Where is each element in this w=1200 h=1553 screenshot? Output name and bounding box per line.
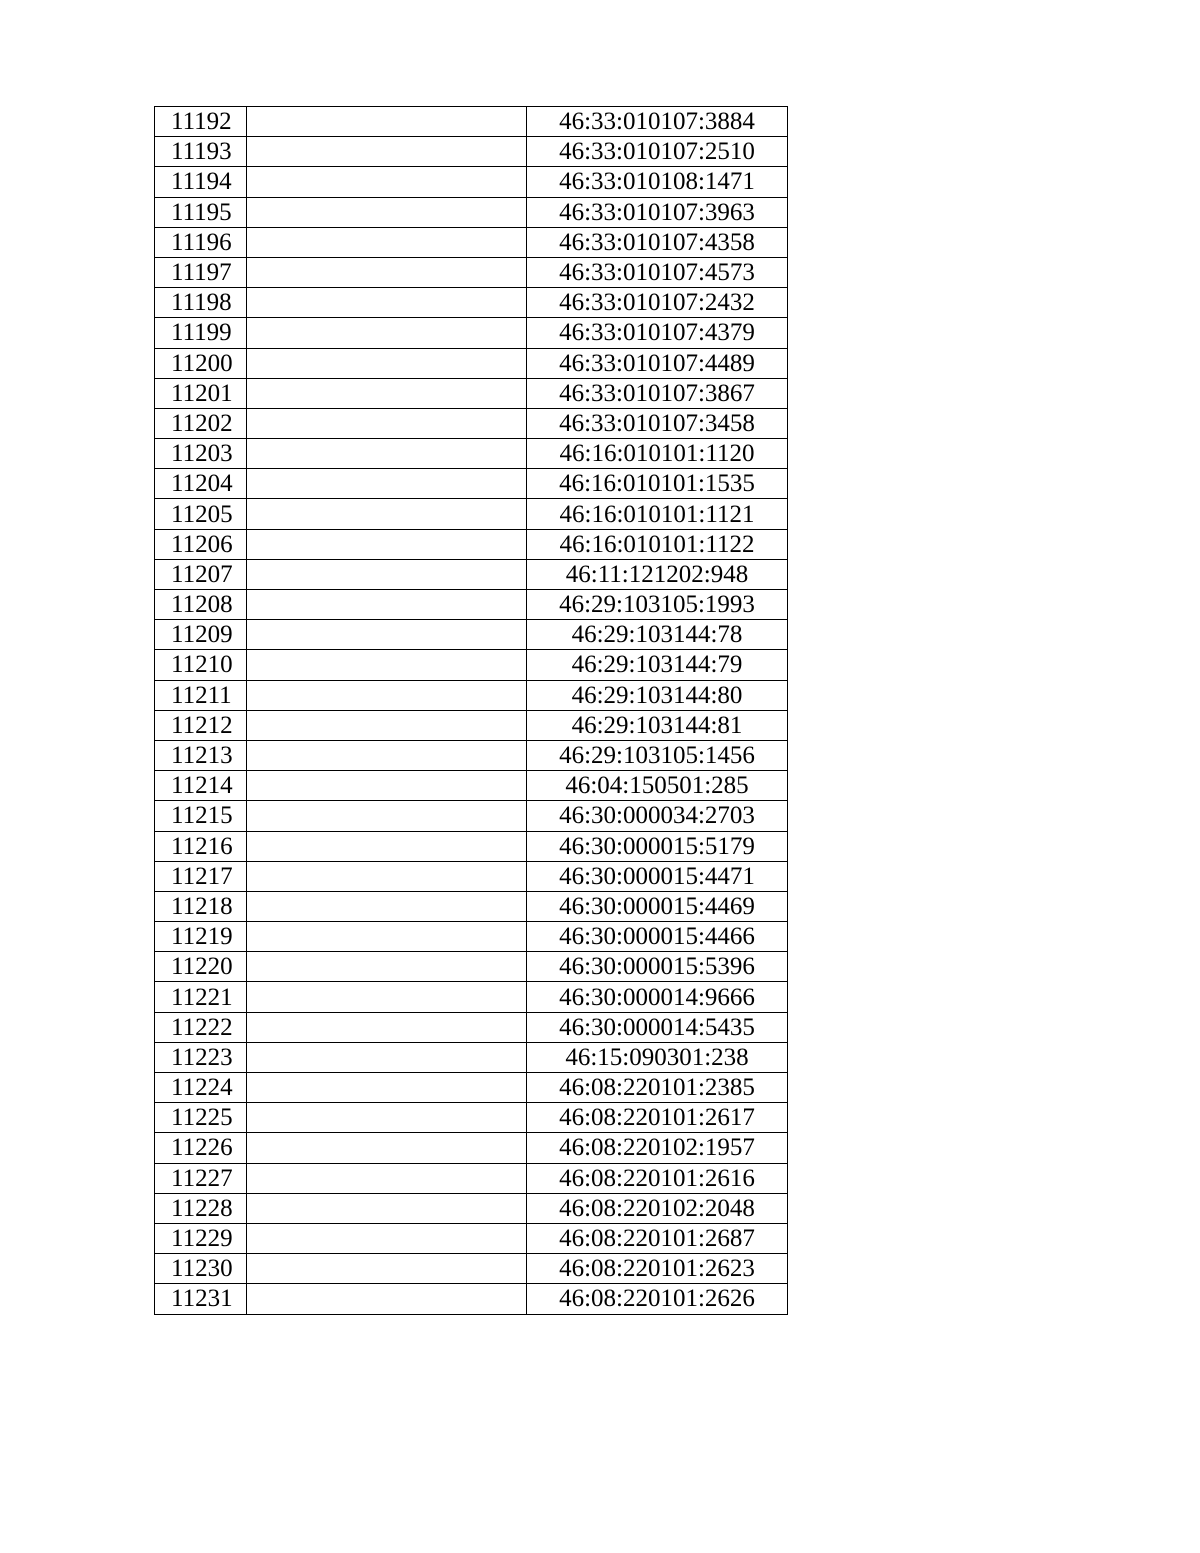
register-table <box>154 106 788 1315</box>
row-number-cell: 11216 <box>155 831 247 861</box>
empty-cell <box>247 590 527 620</box>
cadastral-number-cell: 46:30:000015:5396 <box>527 952 788 982</box>
empty-cell <box>247 680 527 710</box>
row-number-cell: 11221 <box>155 982 247 1012</box>
cadastral-number-cell: 46:29:103105:1993 <box>527 590 788 620</box>
row-number-cell: 11197 <box>155 257 247 287</box>
row-number-cell: 11192 <box>155 107 247 137</box>
row-number-cell: 11207 <box>155 559 247 589</box>
cadastral-number-cell: 46:08:220101:2616 <box>527 1163 788 1193</box>
table-row <box>155 1254 788 1284</box>
row-number-cell: 11222 <box>155 1012 247 1042</box>
empty-cell <box>247 1133 527 1163</box>
empty-cell <box>247 348 527 378</box>
empty-cell <box>247 710 527 740</box>
cadastral-number-cell: 46:08:220101:2617 <box>527 1103 788 1133</box>
row-number-cell: 11218 <box>155 891 247 921</box>
empty-cell <box>247 559 527 589</box>
cadastral-number-cell: 46:30:000015:5179 <box>527 831 788 861</box>
table-row <box>155 1042 788 1072</box>
table-row <box>155 801 788 831</box>
row-number-cell: 11231 <box>155 1284 247 1314</box>
table-row <box>155 559 788 589</box>
row-number-cell: 11229 <box>155 1223 247 1253</box>
cadastral-number-cell: 46:08:220102:1957 <box>527 1133 788 1163</box>
empty-cell <box>247 408 527 438</box>
cadastral-number-cell: 46:08:220101:2626 <box>527 1284 788 1314</box>
row-number-cell: 11201 <box>155 378 247 408</box>
table-row <box>155 1073 788 1103</box>
cadastral-number-cell: 46:08:220101:2687 <box>527 1223 788 1253</box>
table-row <box>155 378 788 408</box>
empty-cell <box>247 952 527 982</box>
table-row <box>155 227 788 257</box>
table-row <box>155 1284 788 1314</box>
row-number-cell: 11200 <box>155 348 247 378</box>
row-number-cell: 11208 <box>155 590 247 620</box>
empty-cell <box>247 439 527 469</box>
row-number-cell: 11206 <box>155 529 247 559</box>
cadastral-number-cell: 46:33:010107:3884 <box>527 107 788 137</box>
cadastral-number-cell: 46:33:010108:1471 <box>527 167 788 197</box>
empty-cell <box>247 1254 527 1284</box>
cadastral-number-cell: 46:30:000015:4466 <box>527 922 788 952</box>
empty-cell <box>247 257 527 287</box>
cadastral-number-cell: 46:29:103144:81 <box>527 710 788 740</box>
row-number-cell: 11230 <box>155 1254 247 1284</box>
row-number-cell: 11194 <box>155 167 247 197</box>
empty-cell <box>247 1042 527 1072</box>
row-number-cell: 11196 <box>155 227 247 257</box>
cadastral-number-cell: 46:16:010101:1120 <box>527 439 788 469</box>
cadastral-number-cell: 46:30:000015:4471 <box>527 861 788 891</box>
cadastral-number-cell: 46:15:090301:238 <box>527 1042 788 1072</box>
table-row <box>155 1133 788 1163</box>
empty-cell <box>247 891 527 921</box>
cadastral-number-cell: 46:16:010101:1121 <box>527 499 788 529</box>
empty-cell <box>247 831 527 861</box>
empty-cell <box>247 620 527 650</box>
row-number-cell: 11211 <box>155 680 247 710</box>
empty-cell <box>247 378 527 408</box>
row-number-cell: 11205 <box>155 499 247 529</box>
empty-cell <box>247 469 527 499</box>
empty-cell <box>247 650 527 680</box>
row-number-cell: 11204 <box>155 469 247 499</box>
empty-cell <box>247 529 527 559</box>
register-table-body <box>155 107 788 1315</box>
cadastral-number-cell: 46:08:220101:2385 <box>527 1073 788 1103</box>
row-number-cell: 11224 <box>155 1073 247 1103</box>
table-row <box>155 891 788 921</box>
table-row <box>155 710 788 740</box>
cadastral-number-cell: 46:29:103105:1456 <box>527 740 788 770</box>
table-row <box>155 1163 788 1193</box>
row-number-cell: 11228 <box>155 1193 247 1223</box>
row-number-cell: 11212 <box>155 710 247 740</box>
cadastral-number-cell: 46:16:010101:1122 <box>527 529 788 559</box>
table-row <box>155 952 788 982</box>
cadastral-number-cell: 46:33:010107:3458 <box>527 408 788 438</box>
table-row <box>155 439 788 469</box>
table-row <box>155 831 788 861</box>
cadastral-number-cell: 46:33:010107:4489 <box>527 348 788 378</box>
empty-cell <box>247 861 527 891</box>
row-number-cell: 11195 <box>155 197 247 227</box>
row-number-cell: 11209 <box>155 620 247 650</box>
table-row <box>155 257 788 287</box>
cadastral-number-cell: 46:33:010107:3867 <box>527 378 788 408</box>
cadastral-number-cell: 46:33:010107:2510 <box>527 137 788 167</box>
empty-cell <box>247 1193 527 1223</box>
table-row <box>155 167 788 197</box>
table-row <box>155 1012 788 1042</box>
row-number-cell: 11214 <box>155 771 247 801</box>
empty-cell <box>247 1163 527 1193</box>
cadastral-number-cell: 46:29:103144:79 <box>527 650 788 680</box>
row-number-cell: 11193 <box>155 137 247 167</box>
cadastral-number-cell: 46:33:010107:4358 <box>527 227 788 257</box>
cadastral-number-cell: 46:08:220101:2623 <box>527 1254 788 1284</box>
empty-cell <box>247 982 527 1012</box>
row-number-cell: 11223 <box>155 1042 247 1072</box>
table-row <box>155 318 788 348</box>
cadastral-number-cell: 46:04:150501:285 <box>527 771 788 801</box>
row-number-cell: 11225 <box>155 1103 247 1133</box>
table-row <box>155 348 788 378</box>
empty-cell <box>247 137 527 167</box>
cadastral-number-cell: 46:30:000015:4469 <box>527 891 788 921</box>
row-number-cell: 11219 <box>155 922 247 952</box>
table-row <box>155 288 788 318</box>
cadastral-number-cell: 46:33:010107:4379 <box>527 318 788 348</box>
table-row <box>155 982 788 1012</box>
table-row <box>155 469 788 499</box>
row-number-cell: 11220 <box>155 952 247 982</box>
row-number-cell: 11215 <box>155 801 247 831</box>
empty-cell <box>247 107 527 137</box>
table-row <box>155 137 788 167</box>
empty-cell <box>247 801 527 831</box>
cadastral-number-cell: 46:11:121202:948 <box>527 559 788 589</box>
empty-cell <box>247 499 527 529</box>
table-row <box>155 499 788 529</box>
empty-cell <box>247 1103 527 1133</box>
cadastral-number-cell: 46:33:010107:3963 <box>527 197 788 227</box>
table-row <box>155 107 788 137</box>
table-row <box>155 740 788 770</box>
cadastral-number-cell: 46:33:010107:2432 <box>527 288 788 318</box>
empty-cell <box>247 1012 527 1042</box>
empty-cell <box>247 771 527 801</box>
cadastral-number-cell: 46:33:010107:4573 <box>527 257 788 287</box>
cadastral-number-cell: 46:29:103144:80 <box>527 680 788 710</box>
row-number-cell: 11202 <box>155 408 247 438</box>
table-row <box>155 197 788 227</box>
table-row <box>155 590 788 620</box>
table-row <box>155 620 788 650</box>
row-number-cell: 11203 <box>155 439 247 469</box>
row-number-cell: 11199 <box>155 318 247 348</box>
table-row <box>155 408 788 438</box>
empty-cell <box>247 227 527 257</box>
table-row <box>155 1103 788 1133</box>
table-row <box>155 1193 788 1223</box>
table-row <box>155 650 788 680</box>
empty-cell <box>247 1223 527 1253</box>
row-number-cell: 11227 <box>155 1163 247 1193</box>
row-number-cell: 11217 <box>155 861 247 891</box>
row-number-cell: 11226 <box>155 1133 247 1163</box>
row-number-cell: 11210 <box>155 650 247 680</box>
empty-cell <box>247 1284 527 1314</box>
empty-cell <box>247 1073 527 1103</box>
empty-cell <box>247 740 527 770</box>
cadastral-number-cell: 46:08:220102:2048 <box>527 1193 788 1223</box>
cadastral-number-cell: 46:30:000014:5435 <box>527 1012 788 1042</box>
empty-cell <box>247 197 527 227</box>
table-row <box>155 680 788 710</box>
empty-cell <box>247 288 527 318</box>
cadastral-number-cell: 46:16:010101:1535 <box>527 469 788 499</box>
table-row <box>155 1223 788 1253</box>
row-number-cell: 11198 <box>155 288 247 318</box>
row-number-cell: 11213 <box>155 740 247 770</box>
table-row <box>155 529 788 559</box>
cadastral-number-cell: 46:30:000014:9666 <box>527 982 788 1012</box>
empty-cell <box>247 318 527 348</box>
empty-cell <box>247 922 527 952</box>
empty-cell <box>247 167 527 197</box>
table-row <box>155 922 788 952</box>
cadastral-number-cell: 46:30:000034:2703 <box>527 801 788 831</box>
table-row <box>155 771 788 801</box>
table-row <box>155 861 788 891</box>
cadastral-number-cell: 46:29:103144:78 <box>527 620 788 650</box>
